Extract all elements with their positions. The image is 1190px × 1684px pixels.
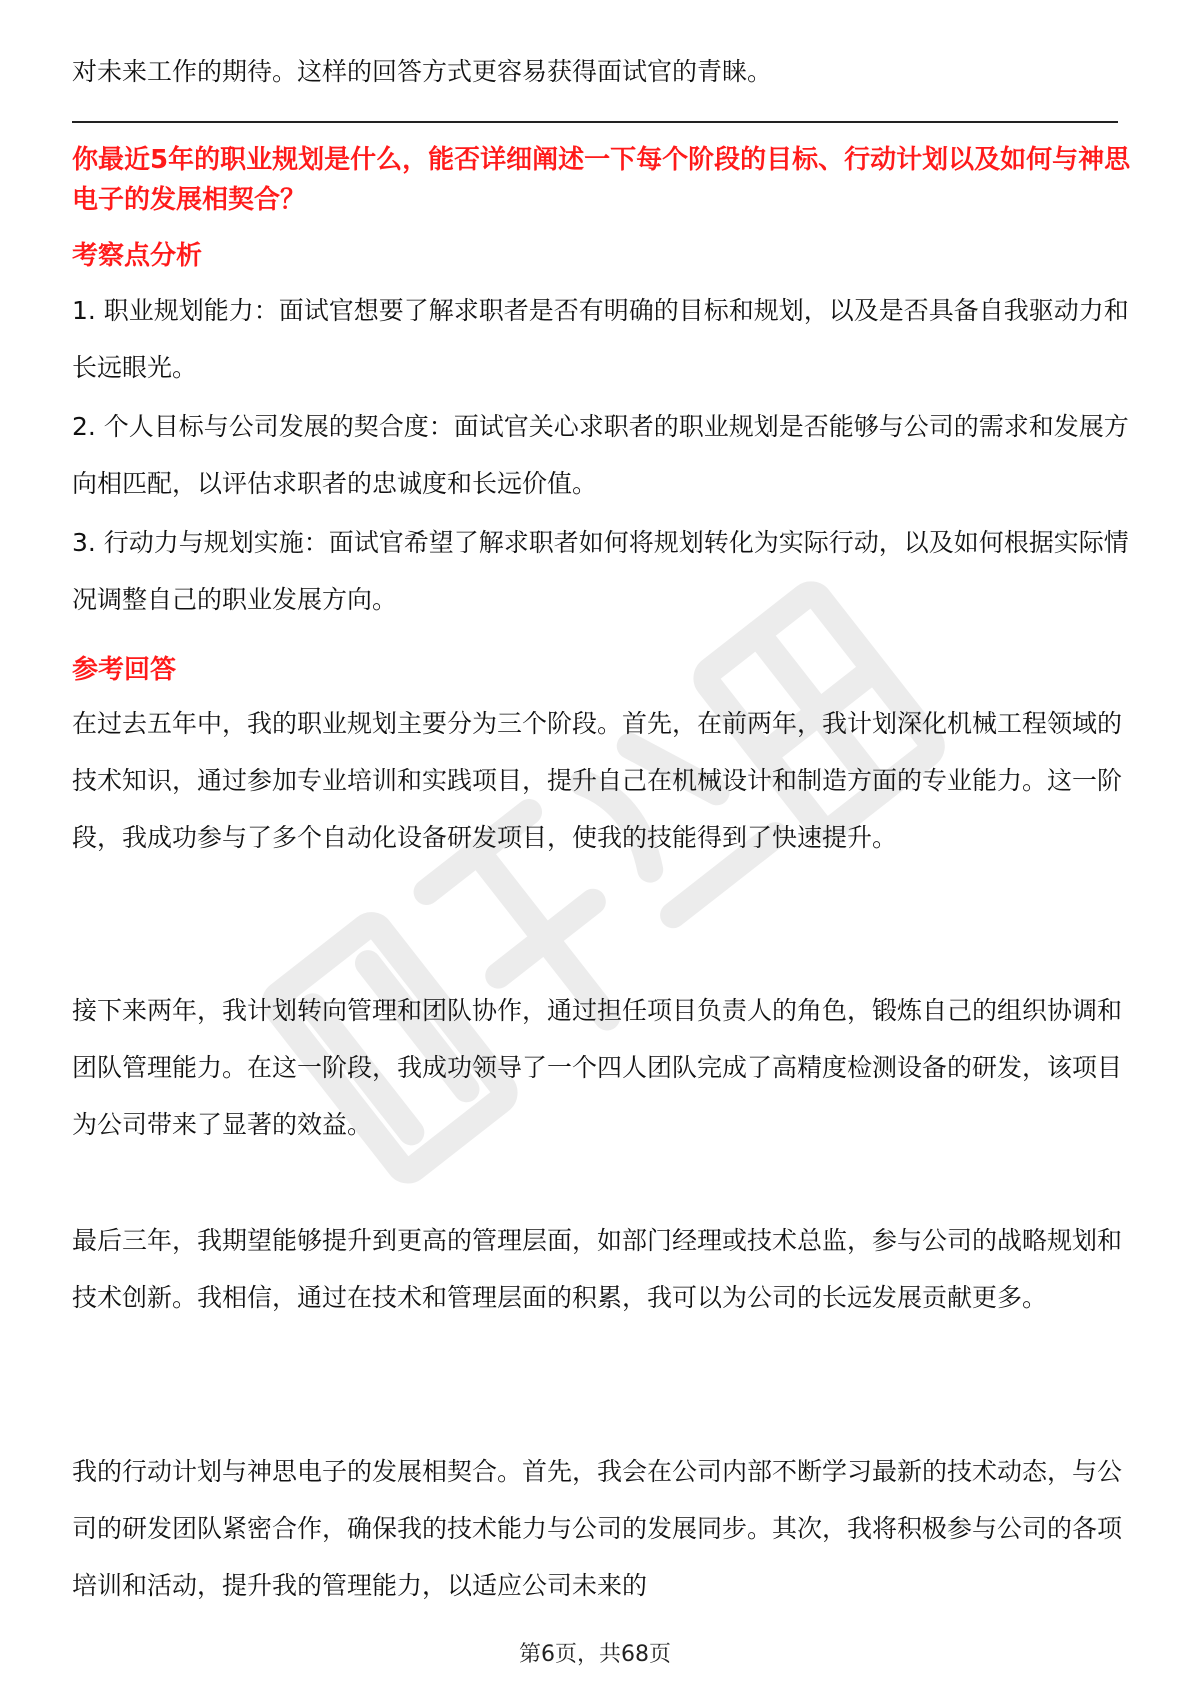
answer-heading: 参考回答 — [72, 655, 177, 685]
answer-paragraph-text: 最后三年，我期望能够提升到更高的管理层面，如部门经理或技术总监，参与公司的战略规划和技术创新。我相信，通过在技术和管理层面的积累，我可以为公司的长远发展贡献更多。 — [72, 1226, 1123, 1312]
analysis-item: 3. 行动力与规划实施：面试官希望了解求职者如何将规划转化为实际行动，以及如何根据实际情况调整自己的职业发展方向。 — [72, 528, 1129, 614]
analysis-item: 1. 职业规划能力：面试官想要了解求职者是否有明确的目标和规划，以及是否具备自我驱动力和长远眼光。 — [72, 296, 1129, 382]
answer-paragraph-text: 接下来两年，我计划转向管理和团队协作，通过担任项目负责人的角色，锻炼自己的组织协调和团队管理能力。在这一阶段，我成功领导了一个四人团队完成了高精度检测设备的研发，该项目为公司带来了显著的效益。 — [72, 996, 1123, 1139]
analysis-heading: 考察点分析 — [72, 241, 203, 271]
question-title: 你最近5年的职业规划是什么，能否详细阐述一下每个阶段的目标、行动计划以及如何与神思电子的发展相契合？ — [72, 145, 1131, 215]
page-number-footer: 第6页，共68页 — [519, 1642, 671, 1667]
section-divider — [72, 121, 1118, 123]
analysis-item: 2. 个人目标与公司发展的契合度：面试官关心求职者的职业规划是否能够与公司的需求和发展方向相匹配，以评估求职者的忠诚度和长远价值。 — [72, 412, 1129, 498]
intro-text: 对未来工作的期待。这样的回答方式更容易获得面试官的青睐。 — [72, 57, 773, 86]
answer-paragraph — [72, 982, 1132, 1153]
answer-paragraph-text: 在过去五年中，我的职业规划主要分为三个阶段。首先，在前两年，我计划深化机械工程领域的技术知识，通过参加专业培训和实践项目，提升自己在机械设计和制造方面的专业能力。这一阶段，我成功参与了多个自动化设备研发项目，使我的技能得到了快速提升。 — [72, 709, 1123, 852]
answer-paragraph — [72, 1443, 1132, 1614]
answer-paragraph-text: 我的行动计划与神思电子的发展相契合。首先，我会在公司内部不断学习最新的技术动态，与公司的研发团队紧密合作，确保我的技术能力与公司的发展同步。其次，我将积极参与公司的各项培训和活动，提升我的管理能力，以适应公司未来的 — [72, 1457, 1123, 1600]
answer-paragraph — [72, 1212, 1132, 1326]
analysis-list — [72, 282, 1132, 628]
answer-paragraph — [72, 695, 1132, 866]
